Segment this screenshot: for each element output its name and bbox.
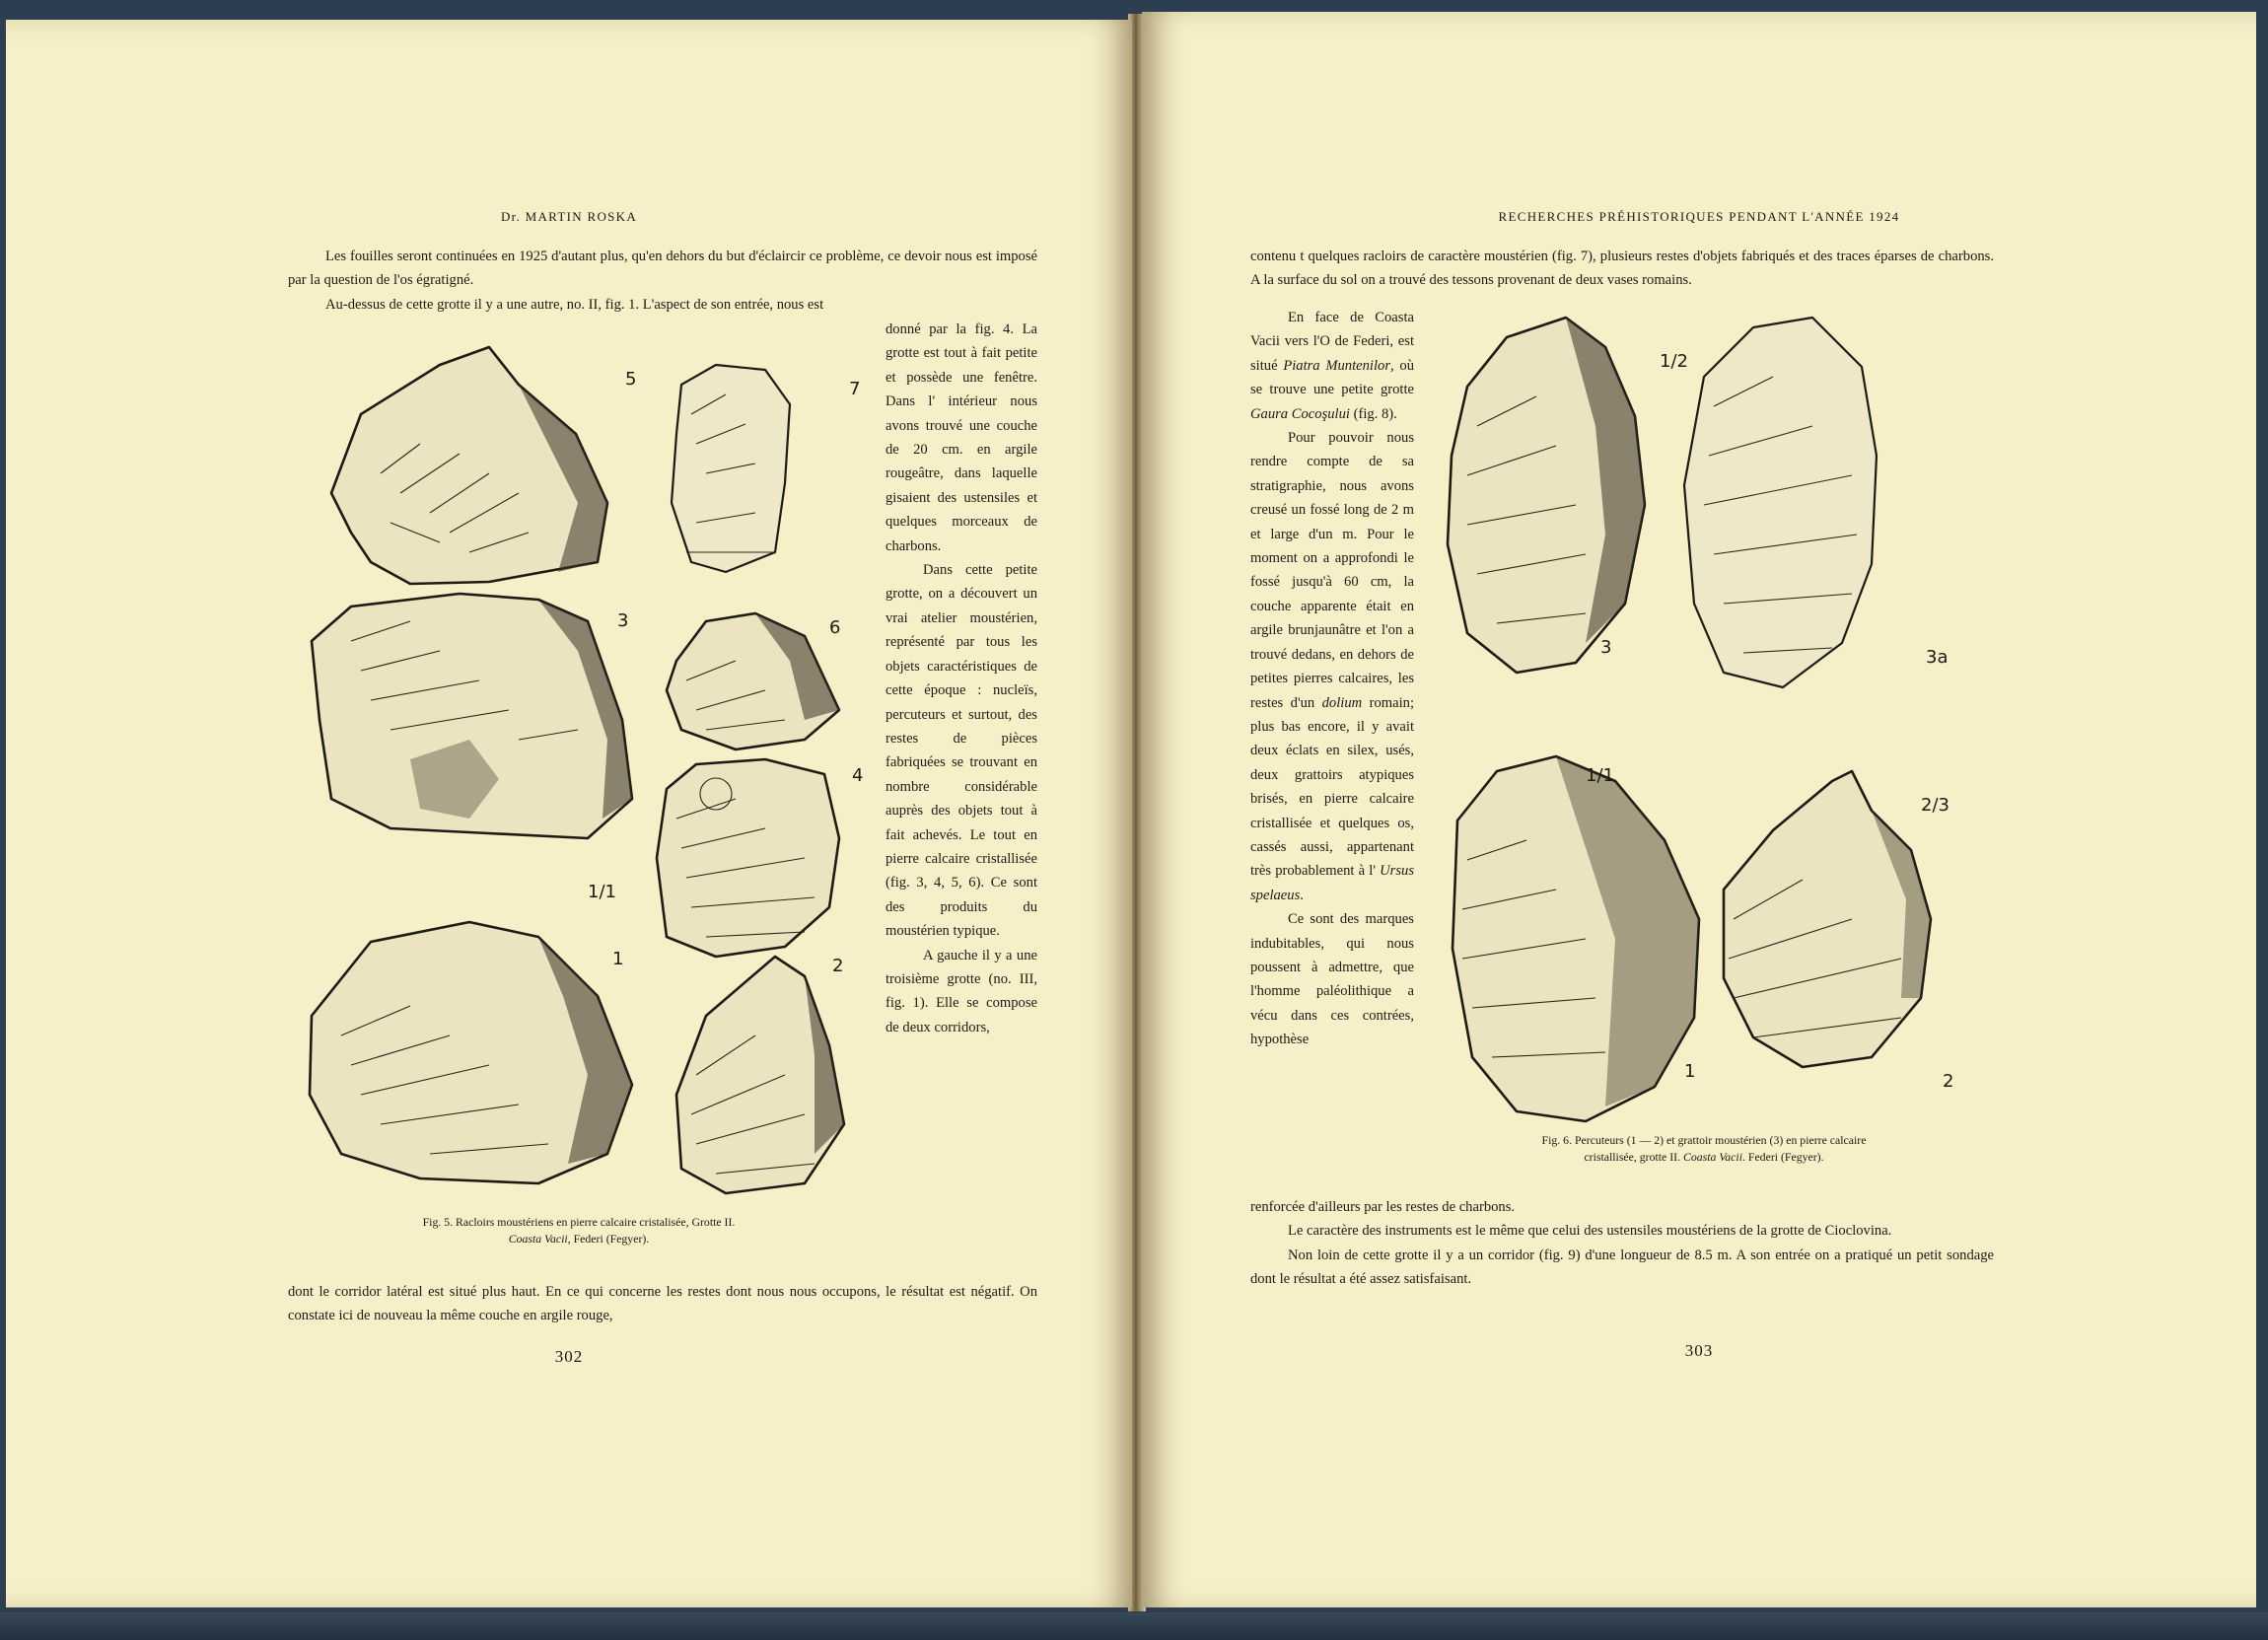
italic-run: Piatra Muntenilor (1283, 357, 1391, 374)
stone-7 (672, 365, 790, 572)
second-paragraph-start: Au-dessus de cette grotte il y a une autre, no. II, fig. 1. L'aspect de son entrée, nous est (325, 296, 824, 313)
figure-label: 1 (1684, 1061, 1696, 1082)
stone-1 (310, 922, 632, 1183)
right-page (1142, 12, 2256, 1607)
text-run: Pour pouvoir nous rendre compte de sa stratigraphie, nous avons creusé un fossé long de 2 m et large d'un m. Pour le moment on a approfondi le fossé jusqu'à 60 cm, la couche apparente était en argile brunjaunâtre et l'on a trouvé dedans, en dehors de petites pierres calcaires, les restes d'un (1250, 430, 1414, 711)
figure-label: 2 (832, 956, 844, 976)
caption-text: . Federi (Fegyer). (1741, 1150, 1824, 1164)
continuation-line: renforcée d'ailleurs par les restes de charbons. (1250, 1199, 1516, 1215)
figure-5-drawings (292, 325, 864, 1213)
text-run: , où se trouve une petite grotte (1250, 357, 1414, 398)
caption-line: Fig. 6. Percuteurs (1 — 2) et grattoir moustérien (3) en pierre calcaire (1541, 1133, 1867, 1147)
stone-2 (676, 957, 844, 1193)
text-run: romain; plus bas encore, il y avait deux éclats en silex, usés, deux grattoirs atypiques brisés, en pierre calcaire cristallisée et quelques os, cassés aussi, appartenant très probablement à l' (1250, 694, 1414, 880)
caption-line (1448, 1149, 1960, 1166)
left-side-column (886, 318, 1037, 1039)
caption-line (288, 1231, 870, 1248)
running-head-right: RECHERCHES PRÉHISTORIQUES PENDANT L'ANNÉE 1924 (1498, 209, 1900, 224)
figure-label: 3 (1600, 637, 1612, 658)
figure-label: 5 (625, 369, 637, 390)
stone-3a (1684, 318, 1877, 687)
caption-line: Fig. 5. Racloirs moustériens en pierre calcaire cristalisée, Grotte II. (422, 1215, 736, 1229)
figure-label: 2 (1943, 1071, 1954, 1092)
figure-label: 1 (612, 949, 624, 969)
italic-run: Ursus spelaeus (1250, 863, 1414, 903)
italic-run: Gaura Cocoşului (1250, 405, 1350, 422)
side-column-paragraph: donné par la fig. 4. La grotte est tout à fait petite et possède une fenêtre. Dans l' intérieur nous avons trouvé une couche de 20 cm. en argile rougeâtre, dans laquelle gisaient des ustensiles et quelques morceaux de charbons. (886, 321, 1037, 554)
running-head-left: Dr. MARTIN ROSKA (500, 209, 638, 224)
stone-4 (657, 759, 839, 957)
side-column-paragraph: A gauche il y a une troisième grotte (no. III, fig. 1). Elle se compose de deux corridors, (886, 947, 1037, 1035)
figure-label: 7 (849, 379, 861, 399)
side-column-paragraph (1250, 426, 1414, 907)
figure-label: 6 (829, 617, 841, 638)
stone-5 (331, 347, 607, 584)
figure-6-drawings (1438, 308, 1990, 1146)
figure-label: 4 (852, 765, 864, 786)
page-number-right: 303 (1684, 1341, 1714, 1360)
bottom-paragraph: dont le corridor latéral est situé plus haut. En ce qui concerne les restes dont nous nous occupons, le résultat est négatif. On constate ici de nouveau la même couche en argile rouge, (288, 1284, 1037, 1324)
text-run: . (1300, 887, 1304, 903)
book-cover-edge (0, 1612, 2268, 1640)
stone-3 (312, 594, 632, 838)
left-page (6, 20, 1132, 1607)
figure-label: 1/1 (588, 882, 616, 902)
text-run: En face de Coasta Vacii vers l'O de Federi, est situé (1250, 310, 1414, 374)
figure-5-caption (288, 1214, 870, 1248)
stone-6 (667, 613, 839, 749)
paragraph: Non loin de cette grotte il y a un corridor (fig. 9) d'une longueur de 8.5 m. A son entrée on a pratiqué un petit sondage dont le résultat a été assez satisfaisant. (1250, 1247, 1994, 1288)
figure-label: 1/1 (1586, 765, 1614, 786)
right-top-paragraph: contenu t quelques racloirs de caractère moustérien (fig. 7), plusieurs restes d'objets fabriqués et des traces éparses de charbons. A la surface du sol on a trouvé des tessons provenant de deux vases romains. (1250, 249, 1994, 289)
figure-label: 1/2 (1660, 351, 1688, 372)
text-run: (fig. 8). (1349, 405, 1397, 422)
page-number-left: 302 (554, 1347, 584, 1366)
side-column-paragraph (1250, 306, 1414, 426)
stone-3-grattoir (1448, 318, 1645, 673)
right-bottom-text (1250, 1195, 1994, 1292)
caption-rest: , Federi (Fegyer). (567, 1232, 650, 1246)
side-column-paragraph: Dans cette petite grotte, on a découvert un vrai atelier moustérien, représenté par tous les objets caractéristiques de cette époque : nucleïs, percuteurs et surtout, des restes de pièces fabriquées se trouvant en nombre considérable auprès des objets tout à fait achevés. Le tout en pierre calcaire cristallisée (fig. 3, 4, 5, 6). Ce sont des produits du moustérien typique. (886, 562, 1037, 940)
figure-label: 3 (617, 610, 629, 631)
intro-text: Les fouilles seront continuées en 1925 d'autant plus, qu'en dehors du but d'éclaircir ce problème, ce devoir nous est imposé par la question de l'os égratigné. (288, 249, 1037, 289)
figure-6-caption (1448, 1132, 1960, 1166)
figure-label: 2/3 (1921, 795, 1949, 816)
paragraph: Le caractère des instruments est le même que celui des ustensiles moustériens de la grotte de Cioclovina. (1288, 1223, 1892, 1240)
stone-2-percuteur (1724, 771, 1931, 1067)
caption-italic: Coasta Vacii (1683, 1150, 1742, 1164)
stone-1-percuteur (1453, 756, 1699, 1121)
side-column-paragraph: Ce sont des marques indubitables, qui nous poussent à admettre, que l'homme paléolithique a vécu dans ces contrées, hypothèse (1250, 911, 1414, 1048)
right-side-column (1250, 306, 1414, 1052)
caption-italic: Coasta Vacii (508, 1232, 568, 1246)
italic-run: dolium (1321, 694, 1363, 711)
intro-paragraph (288, 245, 1037, 317)
caption-text: cristallisée, grotte II. (1584, 1150, 1683, 1164)
figure-label: 3a (1926, 647, 1949, 668)
